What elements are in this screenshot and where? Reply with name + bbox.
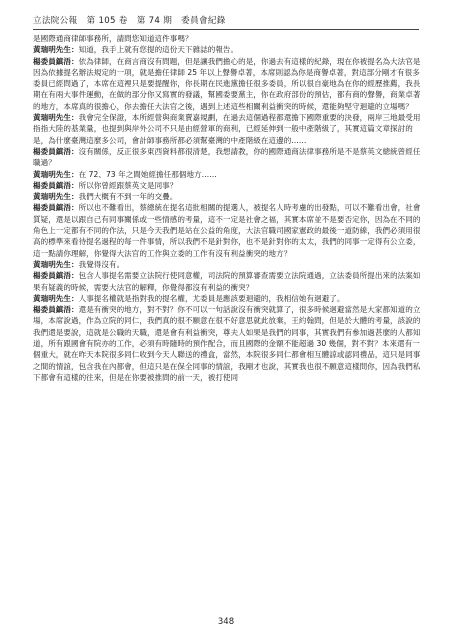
transcript-paragraph: 楊委員鎮浯：還是有衝突的地方，對不對？你不可以一句話說沒有衝突就算了，很多時候迴避當然是大家都知道的立場，本席說過，作為立院的同仁，我們真的很不願意在很不好意思就此放棄，王約翰問，但是於大體的考量，該說的我們還是要說，這就是公職的天職，還是會有利益衝突，尊夫人如果是我們的同事，其實我們有參加過甚麼的人都知道，所有跟國會有院亦的工作，必須有時隨時的預作配合，而且國際的金額不能超過 30 幾個，對不對？本來還有一個重大，就在昨天本院很多同仁收到今天人聯送的禮盒，當然，本院很多同仁都會相互體諒或認同禮品，這只是同事之間的情誼，包含我在內都會，但這只是在保全同事的情誼，我剛才也說，其實我也很不願意這樣問你，因為我們私下都會有這樣的往來，但是在你要被推問的前一天，被打使同 <box>33 305 421 382</box>
transcript-paragraph: 楊委員鎮浯：沒有關係，反正很多東西資料都很清楚，我想請教，你的國際通商法律事務所是不是蔡英文總統曾經任職過？ <box>33 146 421 168</box>
transcript-paragraph: 黃瑞明先生：我會完全保證，本所經營與商業賣嘉規劃，在過去這個過程都還擔下國際重要的決發，兩岸三地最受用指指大陸的基業量，也提到與岸外公司不只是由經營軍的商利，已經延伸到一般中產階級了，其實這篇文章探討的是，為什麼臺灣這麼多公司，會計師事務所都必須幫臺灣的中產階級在這邊的…… <box>33 113 421 145</box>
transcript-paragraph: 黃瑞明先生：我覺得沒有。 <box>33 259 125 269</box>
header-volume: 第 105 卷 <box>86 16 128 26</box>
page-header <box>33 14 232 26</box>
header-rule <box>33 29 419 30</box>
transcript-paragraph: 黃瑞明先生：我們大概有不到一年的交疊。 <box>33 192 178 202</box>
transcript-body <box>33 33 421 383</box>
transcript-paragraph: 黃瑞明先生：在 72、73 年之間她經擔任那個地方…… <box>33 169 217 179</box>
transcript-paragraph: 楊委員鎮浯：包含人事提名需要立法院行使同意權，司法院的預算審查需要立法院通過，立法委員所提出來的法案如果有疑義的時候，需要大法官的解釋，你覺得都沒有利益的衝突？ <box>33 271 421 292</box>
transcript-paragraph: 黃瑞明先生：知道，我手上就有您提的這份天下雜誌的報告。 <box>33 45 239 55</box>
page-number: 348 <box>217 617 235 627</box>
header-section: 委員會紀錄 <box>181 16 226 26</box>
transcript-paragraph: 是國際通商律師事務所，請問您知道這件事嗎？ <box>33 34 193 43</box>
header-org: 立法院公報 <box>33 16 78 26</box>
transcript-paragraph: 楊委員鎮浯：所以也不難看出，蔡總統在提名這批相關的提選人，被提名人時考慮的出發點，可以不難看出會，社會質疑，還是以跟自己有同事關係或一些情感的考量，這不一定是社會之福，其實本席並不是要否定你，因為在不同的角色上一定都有不同的作法，只是今天我們是站在公益的角度，大法官職司國家憲政的最後一道防線，我們必須用很高的標準來看待提名過程的每一件事情，所以我們不是針對你，也不是針對你的太太，我們的同事一定得有公立委，這一點請你理解，你覺得大法官的工作與立委的工作有沒有利益衝突的地方？ <box>33 203 421 258</box>
transcript-paragraph: 楊委員鎮浯：依為律師，在商言商沒有問題，但是讓我們擔心的是，你過去有這樣的紀錄，現在你被提名為大法官是因為依據提名辦法規定的一項，就是擔任律師 25 年以上聲譽卓著，本席則認為你是商譽卓著，對這部分剛才有很多委員已經問過了，本席在這裡只是要提醒你，你長期在民進黨擔任很多委員，所以很自豪地為在你的經歷推薦，我長期在有兩大事件運動，在做的部分你又寫實的發議，幫國委要黨主，你在政府部份的預估，都有商的聲譽，商業卓著的地方，本席真的很擔心，你去擔任大法官之後，遇到上述這些相關利益衝突的時候，還能夠堅守迴避的立場嗎？ <box>33 56 421 111</box>
transcript-paragraph: 黃瑞明先生：人事提名權就是指對我的提名權，尤委員是應該要迴避的，我相信她有迴避了。 <box>33 293 345 303</box>
transcript-paragraph: 楊委員鎮浯：所以你曾經跟蔡英文是同事？ <box>33 180 178 190</box>
header-issue: 第 74 期 <box>136 16 173 26</box>
